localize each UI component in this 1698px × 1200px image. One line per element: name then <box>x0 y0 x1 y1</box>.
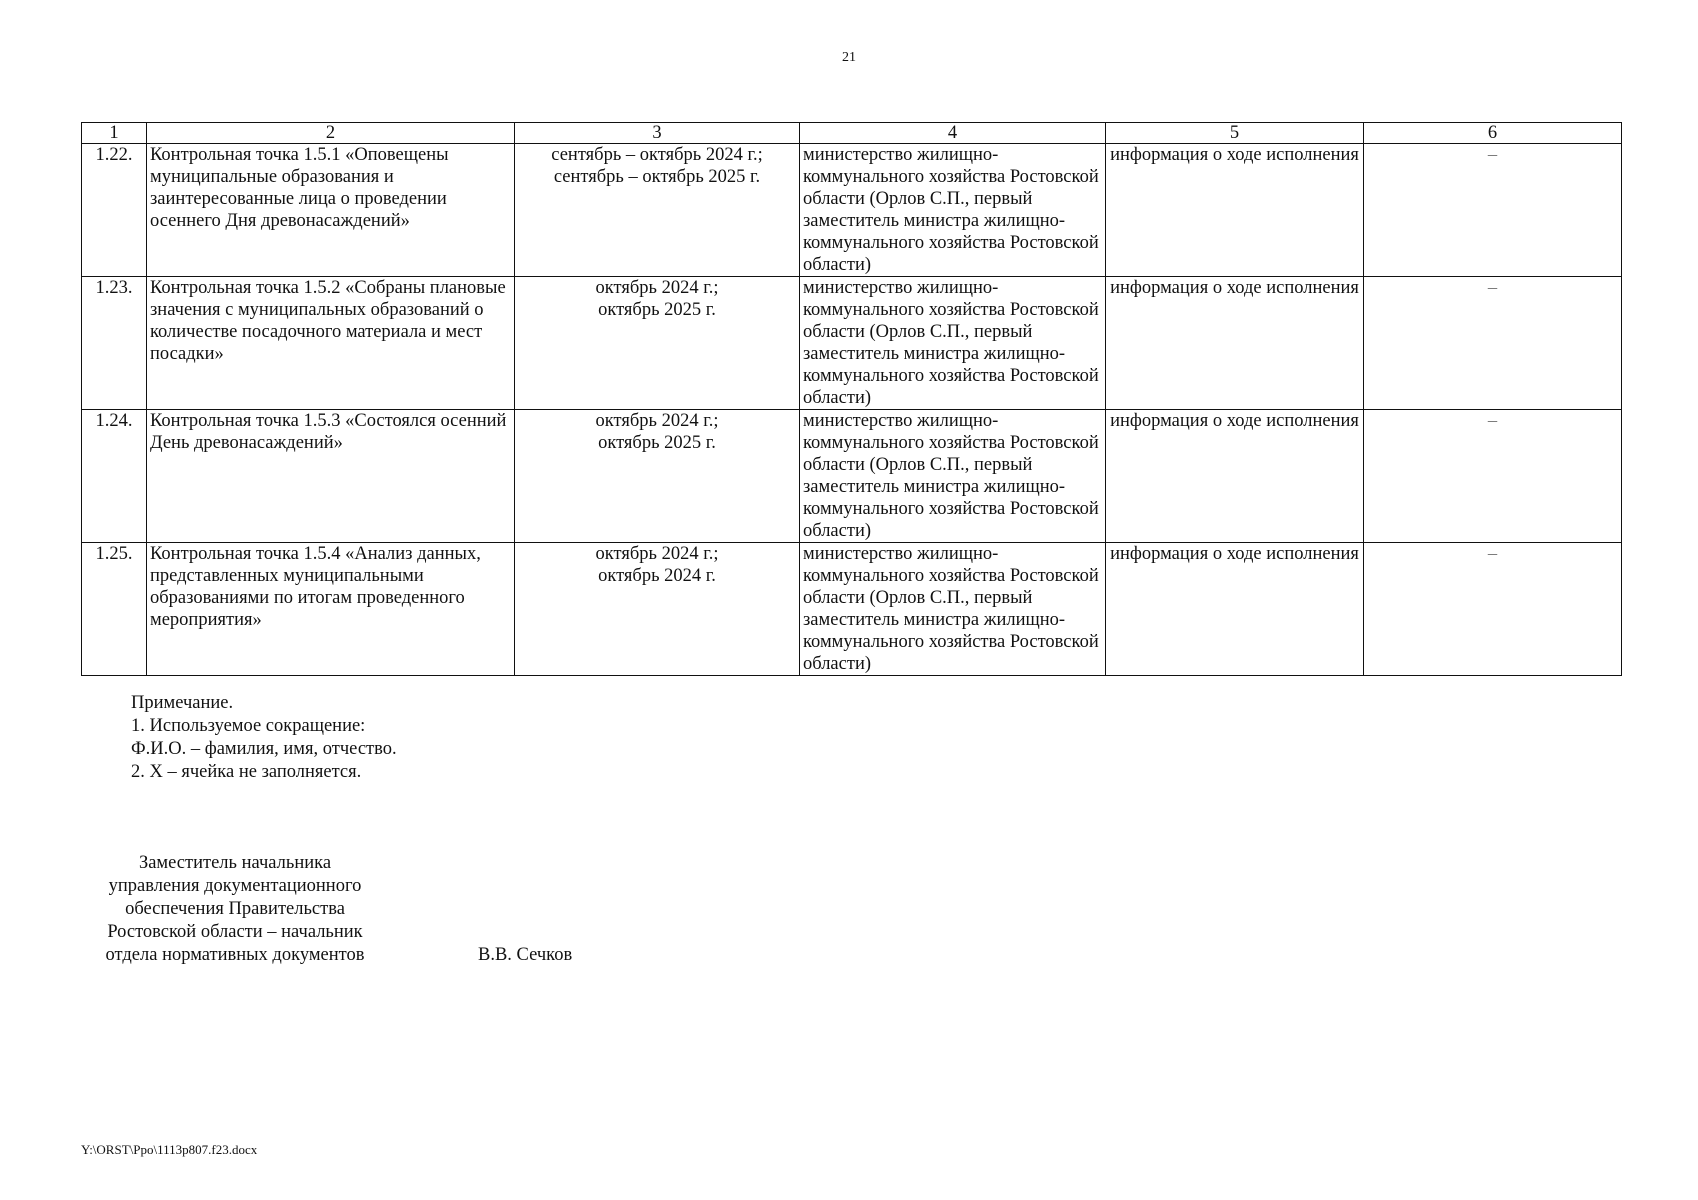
term-line: октябрь 2024 г.; <box>595 544 719 564</box>
row-number: 1.22. <box>82 144 147 277</box>
row-number: 1.25. <box>82 543 147 676</box>
position-line: Заместитель начальника <box>138 853 332 873</box>
row-number: 1.23. <box>82 277 147 410</box>
column-header: 1 <box>82 123 147 144</box>
term-line: октябрь 2024 г. <box>598 566 716 586</box>
position-line: обеспечения Правительства <box>125 899 345 919</box>
row-title: Контрольная точка 1.5.1 «Оповещены муниципальные образования и заинтересованные лица о проведении осеннего Дня древонасаждений» <box>147 144 515 277</box>
signatory-name: В.В. Сечков <box>478 945 573 965</box>
table-row <box>82 410 1622 543</box>
position-line: отдела нормативных документов <box>105 945 365 965</box>
row-responsible: министерство жилищно-коммунального хозяйства Ростовской области (Орлов С.П., первый заместитель министра жилищно-коммунального хозяйства Ростовской области) <box>800 543 1106 676</box>
term-line: сентябрь – октябрь 2025 г. <box>553 167 761 187</box>
row-note: – <box>1364 543 1622 676</box>
position-line: управления документационного <box>108 876 362 896</box>
position-line: Ростовской области – начальник <box>107 922 363 942</box>
signatory-position <box>80 852 390 967</box>
term-line: сентябрь – октябрь 2024 г.; <box>551 145 763 165</box>
row-term <box>515 543 800 676</box>
row-document: информация о ходе исполнения <box>1106 144 1364 277</box>
file-path: Y:\ORST\Ppo\1113p807.f23.docx <box>81 1142 258 1157</box>
row-responsible: министерство жилищно-коммунального хозяйства Ростовской области (Орлов С.П., первый заместитель министра жилищно-коммунального хозяйства Ростовской области) <box>800 277 1106 410</box>
row-document: информация о ходе исполнения <box>1106 410 1364 543</box>
term-line: октябрь 2024 г.; <box>595 278 719 298</box>
row-document: информация о ходе исполнения <box>1106 543 1364 676</box>
term-line: октябрь 2025 г. <box>598 300 716 320</box>
term-line: октябрь 2024 г.; <box>595 411 719 431</box>
row-responsible: министерство жилищно-коммунального хозяйства Ростовской области (Орлов С.П., первый заместитель министра жилищно-коммунального хозяйства Ростовской области) <box>800 144 1106 277</box>
notes-block <box>131 692 397 784</box>
row-document: информация о ходе исполнения <box>1106 277 1364 410</box>
row-number: 1.24. <box>82 410 147 543</box>
plan-table <box>81 122 1622 676</box>
notes-heading: Примечание. <box>131 693 234 713</box>
column-header: 5 <box>1106 123 1364 144</box>
table-row <box>82 144 1622 277</box>
column-header: 3 <box>515 123 800 144</box>
table-header-row <box>82 123 1622 144</box>
table-row <box>82 277 1622 410</box>
row-responsible: министерство жилищно-коммунального хозяйства Ростовской области (Орлов С.П., первый заместитель министра жилищно-коммунального хозяйства Ростовской области) <box>800 410 1106 543</box>
row-note: – <box>1364 277 1622 410</box>
row-title: Контрольная точка 1.5.4 «Анализ данных, представленных муниципальными образованиями по итогам проведенного мероприятия» <box>147 543 515 676</box>
row-note: – <box>1364 144 1622 277</box>
row-term <box>515 277 800 410</box>
row-term <box>515 410 800 543</box>
page-number: 21 <box>842 50 856 65</box>
table-row <box>82 543 1622 676</box>
row-title: Контрольная точка 1.5.3 «Состоялся осенний День древонасаждений» <box>147 410 515 543</box>
column-header: 6 <box>1364 123 1622 144</box>
column-header: 4 <box>800 123 1106 144</box>
notes-line: 1. Используемое сокращение: <box>131 716 366 736</box>
column-header: 2 <box>147 123 515 144</box>
notes-line: Ф.И.О. – фамилия, имя, отчество. <box>131 739 397 759</box>
notes-line: 2. Х – ячейка не заполняется. <box>131 762 362 782</box>
row-term <box>515 144 800 277</box>
term-line: октябрь 2025 г. <box>598 433 716 453</box>
row-title: Контрольная точка 1.5.2 «Собраны плановые значения с муниципальных образований о количестве посадочного материала и мест посадки» <box>147 277 515 410</box>
row-note: – <box>1364 410 1622 543</box>
